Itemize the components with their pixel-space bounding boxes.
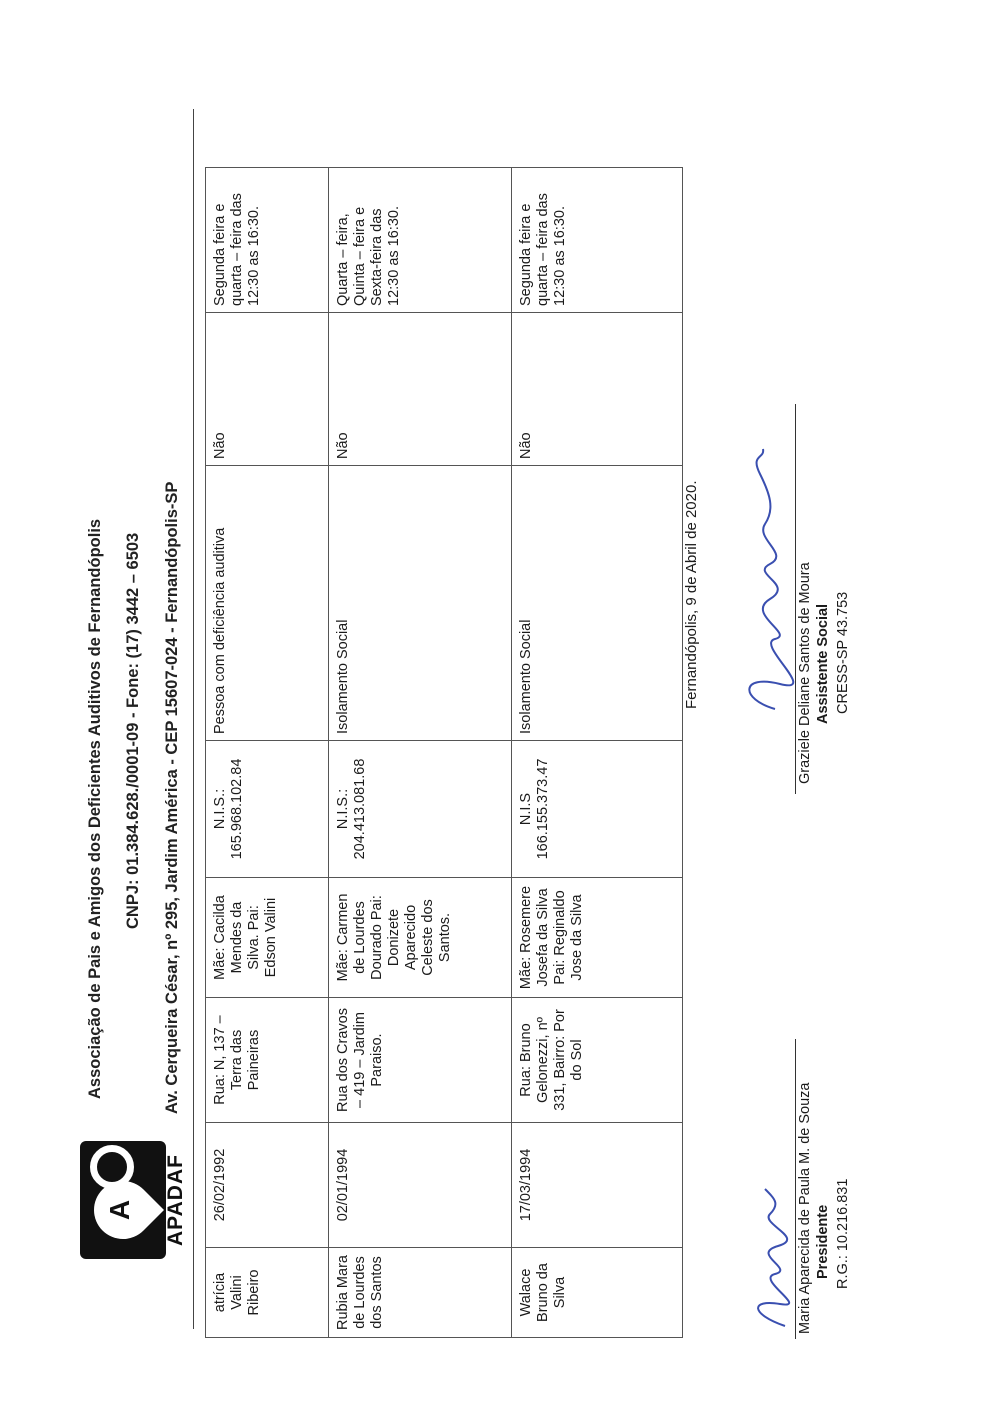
cell-name: Rubia Mara de Lourdes dos Santos (329, 1248, 512, 1338)
cell-benefit: Não (206, 313, 329, 466)
cell-address: Rua: N, 137 – Terra das Paineiras (206, 998, 329, 1123)
table-row (206, 168, 329, 1338)
cnpj-phone: CNPJ: 01.384.628./0001-09 - Fone: (17) 3442 – 6503 (124, 532, 142, 929)
cell-benefit: Não (512, 313, 683, 466)
cell-birth-date: 26/02/1992 (206, 1123, 329, 1248)
cell-name: atrícia Valini Ribeiro (206, 1248, 329, 1338)
cell-birth-date: 02/01/1994 (329, 1123, 512, 1248)
cell-parents: Mãe: Rosemere Josefa da Silva Pai: Reginaldo Jose da Silva (512, 878, 683, 998)
logo-text: APADAF (164, 1154, 187, 1246)
social-worker-signature-line (795, 404, 796, 794)
logo-letter: A (104, 1199, 135, 1221)
cell-nis: N.I.S.: 165.968.102.84 (206, 741, 329, 878)
apadaf-logo (80, 1141, 188, 1259)
cell-birth-date: 17/03/1994 (512, 1123, 683, 1248)
cell-situation: Isolamento Social (512, 466, 683, 741)
president-signature-line (795, 1039, 796, 1339)
cell-nis: N.I.S.: 204.413.081.68 (329, 741, 512, 878)
cell-parents: Mãe: Carmen de Lourdes Dourado Pai: Donizete Aparecido Celeste dos Santos. (329, 878, 512, 998)
cell-nis: N.I.S 166.155.373.47 (512, 741, 683, 878)
beneficiaries-table (205, 167, 683, 1338)
organization-name: Associação de Pais e Amigos dos Deficientes Auditivos de Fernandópolis (86, 518, 104, 1099)
social-worker-signature (735, 444, 800, 714)
table-row (512, 168, 683, 1338)
place-date: Fernandópolis, 9 de Abril de 2020. (683, 480, 700, 709)
social-worker-role: Assistente Social (815, 603, 831, 724)
president-role: Presidente (815, 1204, 831, 1279)
cell-schedule: Segunda feira e quarta – feira das 12:30 as 16:30. (206, 168, 329, 313)
cell-schedule: Quarta – feira, Quinta – feira e Sexta-feira das 12:30 as 16:30. (329, 168, 512, 313)
logo-ring-shape (90, 1145, 134, 1189)
cell-address: Rua: Bruno Gelonezzi, nº 331, Bairro: Por do Sol (512, 998, 683, 1123)
cell-parents: Mãe: Cacilda Mendes da Silva. Pai: Edson Valini (206, 878, 329, 998)
president-signature (740, 1184, 800, 1334)
cell-situation: Pessoa com deficiência auditiva (206, 466, 329, 741)
cell-benefit: Não (329, 313, 512, 466)
organization-address: Av. Cerqueira César, nº 295, Jardim América - CEP 15607-024 - Fernandópolis-SP (163, 481, 181, 1114)
cell-address: Rua dos Cravos – 419 – Jardim Paraiso. (329, 998, 512, 1123)
cell-name: Walace Bruno da Silva (512, 1248, 683, 1338)
cell-situation: Isolamento Social (329, 466, 512, 741)
social-worker-name: Graziele Deliane Santos de Moura (797, 562, 813, 784)
header-divider (193, 109, 194, 1329)
president-name: Maria Aparecida de Paula M. de Souza (797, 1082, 813, 1334)
cell-schedule: Segunda feira e quarta – feira das 12:30 as 16:30. (512, 168, 683, 313)
president-rg: R.G.: 10.216.831 (835, 1178, 851, 1289)
table-row (329, 168, 512, 1338)
social-worker-cress: CRESS-SP 43.753 (835, 591, 851, 714)
